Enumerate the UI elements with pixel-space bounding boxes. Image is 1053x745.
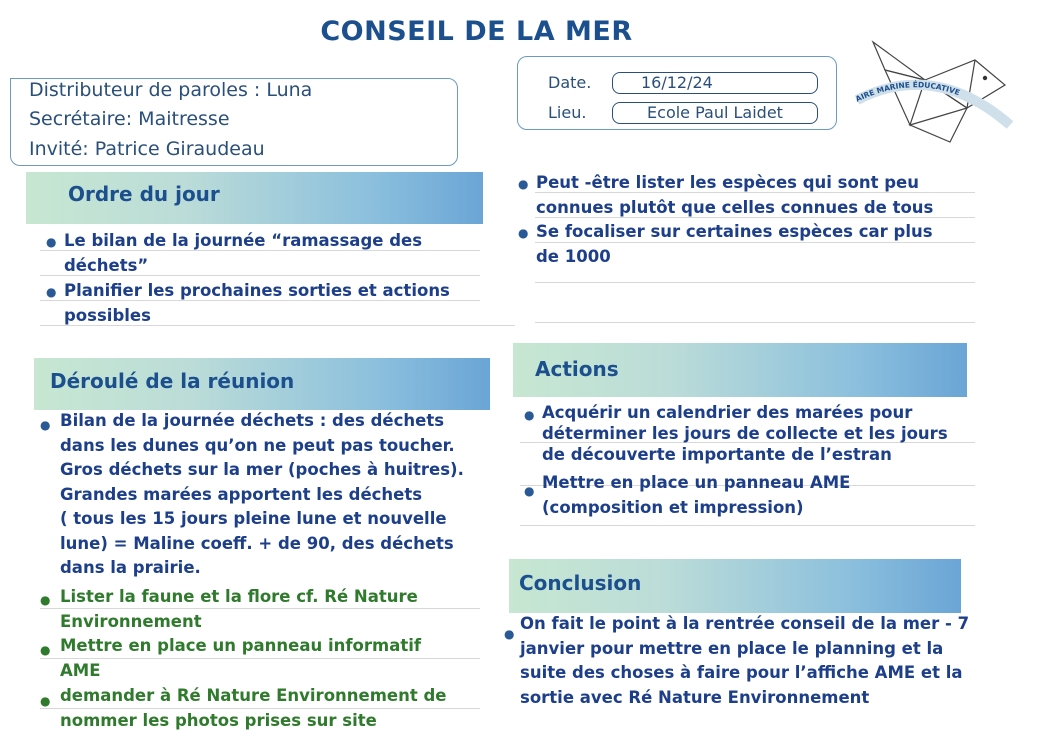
- date-place-box: [517, 56, 837, 130]
- notes-item-2: Lister la faune et la flore cf. Ré Nature Environnement: [60, 587, 418, 631]
- actions-heading: Actions: [513, 343, 967, 397]
- origami-fish-icon: [855, 30, 1015, 150]
- bullet-icon: ●: [40, 694, 51, 708]
- bullet-icon: ●: [40, 643, 51, 657]
- right-note-1: Peut -être lister les espèces qui sont peu connues plutôt que celles connues de tous: [536, 173, 934, 217]
- actions-item-1: Acquérir un calendrier des marées pour déterminer les jours de collecte et les jours de découverte importante de l’estran: [542, 403, 948, 464]
- bullet-icon: ●: [40, 593, 51, 607]
- agenda-heading: Ordre du jour: [26, 172, 483, 224]
- notes-item-3: Mettre en place un panneau informatif AME: [60, 636, 422, 680]
- page-title: CONSEIL DE LA MER: [320, 16, 633, 47]
- conclusion-heading: Conclusion: [509, 559, 961, 613]
- logo-text: IRE MARINE ÉDUCATIVE: [859, 80, 962, 102]
- agenda-item-1: Le bilan de la journée “ramassage des déchets”: [64, 231, 423, 275]
- bullet-icon: ●: [46, 235, 57, 249]
- bullet-icon: ●: [504, 627, 515, 641]
- date-field: 16/12/24: [612, 72, 818, 94]
- place-field: Ecole Paul Laidet: [612, 102, 818, 124]
- role-speaker: Distributeur de paroles : Luna: [29, 79, 313, 101]
- bullet-icon: ●: [46, 285, 57, 299]
- meeting-notes-heading: Déroulé de la réunion: [34, 358, 490, 410]
- actions-item-2: Mettre en place un panneau AME (composition et impression): [542, 473, 851, 517]
- bullet-icon: ●: [524, 408, 535, 422]
- bullet-icon: ●: [524, 484, 535, 498]
- right-note-2: Se focaliser sur certaines espèces car plus de 1000: [536, 222, 933, 266]
- date-label: Date.: [548, 73, 592, 92]
- role-secretary: Secrétaire: Maitresse: [29, 108, 230, 130]
- place-label: Lieu.: [548, 103, 587, 122]
- bullet-icon: ●: [518, 177, 529, 191]
- bullet-icon: ●: [518, 226, 529, 240]
- role-guest: Invité: Patrice Giraudeau: [29, 138, 265, 160]
- notes-item-1: Bilan de la journée déchets : des déchets dans les dunes qu’on ne peut pas toucher. Gros déchets sur la mer (poches à huitres). Grandes marées apportent les déchets ( tous les 15 jours pleine lune et nouvelle lune) = Maline coeff. + de 90, des déchets dans la prairie.: [60, 411, 464, 577]
- aire-marine-educative-logo: [855, 30, 1015, 150]
- roles-box: [10, 78, 458, 166]
- agenda-item-2: Planifier les prochaines sorties et actions possibles: [64, 281, 450, 325]
- bullet-icon: ●: [40, 418, 51, 432]
- notes-item-4: demander à Ré Nature Environnement de nommer les photos prises sur site: [60, 686, 447, 730]
- conclusion-text: On fait le point à la rentrée conseil de la mer - 7 janvier pour mettre en place le planning et la suite des choses à faire pour l’affiche AME et la sortie avec Ré Nature Environnement: [520, 614, 970, 707]
